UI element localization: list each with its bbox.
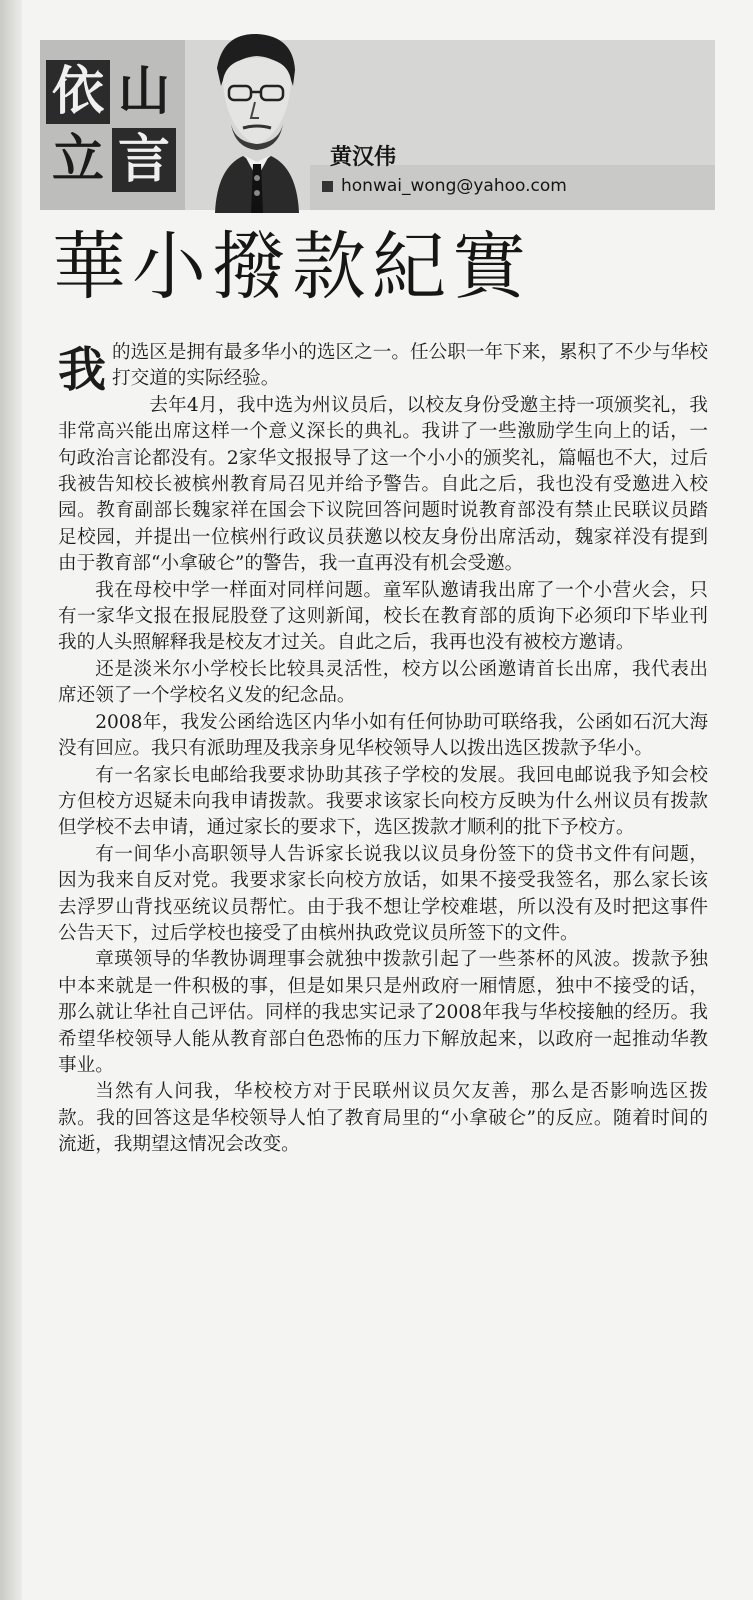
article-paragraph-1-text: 的选区是拥有最多华小的选区之一。任公职一年下来，累积了不少与华校打交道的实际经验。 — [112, 342, 708, 390]
article-paragraph: 去年4月，我中选为州议员后，以校友身份受邀主持一项颁奖礼，我非常高兴能出席这样一个意义深长的典礼。我讲了一些激励学生向上的话，一句政治言论都没有。2家华文报报导了这一个小小的颁奖礼，篇幅也不大，过后我被告知校长被槟州教育局召见并给予警告。自此之后，我也没有受邀进入校园。教育副部长魏家祥在国会下议院回答问题时说教育部没有禁止民联议员踏足校园，并提出一位槟州行政议员获邀以校友身份出席活动，魏家祥没有提到由于教育部“小拿破仑”的警告，我一直再没有机会受邀。 — [58, 394, 708, 575]
scan-edge-shadow — [0, 0, 22, 1600]
author-name: 黄汉伟 — [330, 145, 397, 170]
column-logo-char-4: 言 — [112, 128, 176, 192]
column-logo-char-3: 立 — [51, 129, 104, 190]
article-paragraph: 章瑛领导的华教协调理事会就独中拨款引起了一些茶杯的风波。拨款予独中本来就是一件积极的事，但是如果只是州政府一厢情愿，独中不接受的话，那么就让华社自己评估。同样的我忠实记录了2008年我与华校接触的经历。我希望华校领导人能从教育部白色恐怖的压力下解放起来，以政府一起推动华教事业。 — [58, 949, 708, 1076]
article-paragraph: 还是淡米尔小学校长比较具灵活性，校方以公函邀请首长出席，我代表出席还领了一个学校名义发的纪念品。 — [58, 658, 708, 707]
article-paragraph: 2008年，我发公函给选区内华小如有任何协助可联络我，公函如石沉大海没有回应。我只有派助理及我亲身见华校领导人以拨出选区拨款予华小。 — [58, 711, 708, 760]
article-paragraph: 我在母校中学一样面对同样问题。童军队邀请我出席了一个小营火会，只有一家华文报在报屁股登了这则新闻，校长在教育部的质询下必须印下毕业刊我的人头照解释我是校友才过关。自此之后，我再也没有被校方邀请。 — [58, 579, 708, 654]
author-portrait — [195, 28, 310, 213]
article-paragraph: 当然有人问我，华校校方对于民联州议员欠友善，那么是否影响选区拨款。我的回答这是华校领导人怕了教育局里的“小拿破仑”的反应。随着时间的流逝，我期望这情况会改变。 — [58, 1081, 708, 1156]
author-email-row — [322, 176, 567, 196]
article-paragraph: 有一名家长电邮给我要求协助其孩子学校的发展。我回电邮说我予知会校方但校方迟疑未向我申请拨款。我要求该家长向校方反映为什么州议员有拨款但学校不去申请，通过家长的要求下，选区拨款才顺利的批下予校方。 — [58, 764, 708, 839]
square-bullet-icon — [322, 181, 333, 192]
column-logo-char-2: 山 — [117, 61, 170, 122]
author-email: honwai_wong@yahoo.com — [341, 176, 567, 196]
article-body — [58, 340, 708, 1159]
column-logo-char-1: 依 — [46, 60, 110, 124]
drop-cap: 我 — [58, 342, 107, 398]
article-paragraph: 有一间华小高职领导人告诉家长说我以议员身份签下的贷书文件有问题，因为我来自反对党。我要求家长向校方放话，如果不接受我签名，那么家长该去浮罗山背找巫统议员帮忙。由于我不想让学校难堪，所以没有及时把这事件公告天下，过后学校也接受了由槟州执政党议员所签下的文件。 — [58, 843, 708, 944]
article-paragraph-1 — [58, 340, 708, 398]
article-headline: 華小撥款紀實 — [52, 224, 532, 310]
